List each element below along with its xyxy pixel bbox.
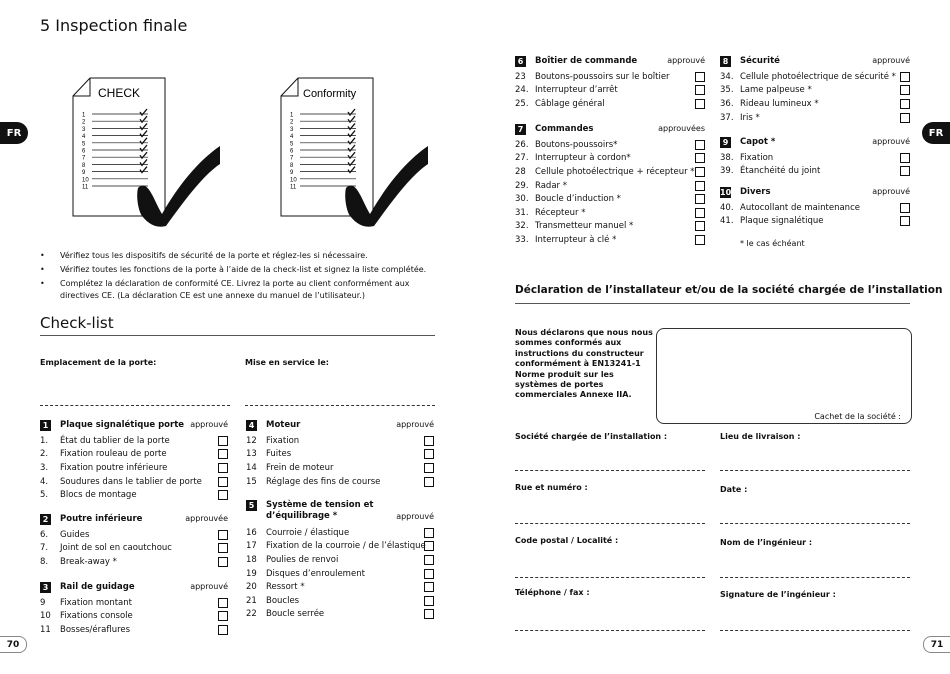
checklist-item-label: Fuites bbox=[266, 449, 292, 460]
checklist-item-number: 36. bbox=[720, 98, 734, 109]
approval-checkbox[interactable] bbox=[695, 140, 705, 150]
section-title: Plaque signalétique porte bbox=[60, 420, 185, 430]
section-bottom-beam bbox=[40, 514, 228, 569]
approval-checkbox[interactable] bbox=[424, 541, 434, 551]
section-header bbox=[720, 187, 910, 201]
checklist-item-number: 35. bbox=[720, 85, 734, 96]
section-header bbox=[246, 420, 434, 434]
divider bbox=[40, 335, 435, 336]
engineer-name-label: Nom de l’ingénieur : bbox=[720, 538, 813, 547]
page-number-left: 70 bbox=[0, 636, 27, 653]
checklist-item-label: Fixation poutre inférieure bbox=[60, 462, 168, 473]
checklist-item-number: 8. bbox=[40, 556, 49, 567]
street-label: Rue et numéro : bbox=[515, 483, 588, 492]
doc-line-number: 10 bbox=[290, 177, 297, 184]
checklist-item-label: Fixation bbox=[266, 435, 300, 446]
checklist-item-number: 39. bbox=[720, 166, 734, 177]
checklist-item-label: Bosses/éraflures bbox=[60, 624, 131, 635]
instruction-item: • Vérifiez toutes les fonctions de la porte à l’aide de la check-list et signez la liste complétée. bbox=[40, 264, 440, 275]
checklist-item bbox=[720, 201, 910, 215]
engineer-signature-field[interactable] bbox=[720, 630, 910, 631]
checklist-item bbox=[515, 152, 705, 166]
approval-checkbox[interactable] bbox=[900, 113, 910, 123]
checklist-item bbox=[40, 623, 228, 637]
approval-checkbox[interactable] bbox=[695, 167, 705, 177]
section-approval-label: approuvé bbox=[396, 420, 434, 429]
checklist-item bbox=[246, 434, 434, 448]
page-title: 5 Inspection finale bbox=[40, 16, 188, 35]
approval-checkbox[interactable] bbox=[900, 72, 910, 82]
approval-checkbox[interactable] bbox=[900, 216, 910, 226]
checklist-item-label: Autocollant de maintenance bbox=[740, 202, 860, 213]
checklist-item-number: 31. bbox=[515, 207, 529, 218]
approval-checkbox[interactable] bbox=[695, 153, 705, 163]
checklist-item-label: Boucle serrée bbox=[266, 609, 325, 620]
checklist-item bbox=[246, 540, 434, 554]
checklist-item bbox=[515, 165, 705, 179]
checklist-item-number: 24. bbox=[515, 85, 529, 96]
checklist-item-number: 4. bbox=[40, 476, 49, 487]
checklist-item-number: 15 bbox=[246, 476, 257, 487]
section-approval-label: approuvée bbox=[185, 514, 228, 523]
checklist-item-number: 13 bbox=[246, 449, 257, 460]
approval-checkbox[interactable] bbox=[900, 99, 910, 109]
checklist-item bbox=[40, 488, 228, 502]
approval-checkbox[interactable] bbox=[218, 436, 228, 446]
declaration-text: Nous déclarons que nous nous sommes conformés aux instructions du constructeur conformément à EN13241-1 Norme produit sur les systèmes de portes commerciales Annexe IIA. bbox=[515, 328, 653, 400]
approval-checkbox[interactable] bbox=[218, 490, 228, 500]
approval-checkbox[interactable] bbox=[900, 85, 910, 95]
section-number: 3 bbox=[40, 582, 51, 593]
checklist-item-number: 40. bbox=[720, 202, 734, 213]
checklist-item bbox=[40, 434, 228, 448]
checklist-item-label: Cellule photoélectrique + récepteur * bbox=[535, 166, 695, 177]
approval-checkbox[interactable] bbox=[900, 153, 910, 163]
section-header bbox=[40, 514, 228, 528]
declaration-title: Déclaration de l’installateur et/ou de la société chargée de l’installation bbox=[515, 284, 943, 296]
installer-company-label: Société chargée de l’installation : bbox=[515, 432, 668, 441]
section-number: 1 bbox=[40, 420, 51, 431]
checklist-item-label: Fixation montant bbox=[60, 597, 132, 608]
checklist-item bbox=[246, 608, 434, 622]
checklist-item-number: 41. bbox=[720, 216, 734, 227]
approval-checkbox[interactable] bbox=[424, 596, 434, 606]
section-approval-label: approuvé bbox=[190, 420, 228, 429]
checklist-document-illustration bbox=[70, 76, 220, 236]
doc-line-number: 7 bbox=[290, 155, 294, 162]
section-header bbox=[246, 500, 434, 526]
checklist-item bbox=[720, 70, 910, 84]
section-approval-label: approuvé bbox=[872, 56, 910, 65]
approval-checkbox[interactable] bbox=[424, 582, 434, 592]
instruction-item: • Complétez la déclaration de conformité CE. Livrez la porte au client conformément aux directives CE. (La déclaration CE est une annexe du manuel de l’utilisateur.) bbox=[40, 278, 440, 300]
approval-checkbox[interactable] bbox=[424, 463, 434, 473]
doc-line-number: 3 bbox=[82, 126, 86, 133]
section-number: 8 bbox=[720, 56, 731, 67]
checklist-item bbox=[515, 233, 705, 247]
checklist-item bbox=[515, 206, 705, 220]
checklist-item-number: 11 bbox=[40, 624, 51, 635]
checklist-item bbox=[515, 70, 705, 84]
checklist-item-label: Interrupteur à clé * bbox=[535, 234, 617, 245]
checklist-item-label: Joint de sol en caoutchouc bbox=[60, 543, 172, 554]
checklist-item-number: 37. bbox=[720, 112, 734, 123]
checklist-item-number: 5. bbox=[40, 490, 49, 501]
date-label: Date : bbox=[720, 485, 748, 494]
doc-line-number: 1 bbox=[82, 112, 86, 119]
section-title: Poutre inférieure bbox=[60, 514, 143, 524]
approval-checkbox[interactable] bbox=[218, 598, 228, 608]
checklist-item bbox=[515, 97, 705, 111]
doc-line-number: 7 bbox=[82, 155, 86, 162]
section-title: Rail de guidage bbox=[60, 582, 135, 592]
approval-checkbox[interactable] bbox=[695, 85, 705, 95]
doc-line-number: 4 bbox=[82, 134, 86, 141]
section-title: Moteur bbox=[266, 420, 301, 430]
checklist-item-label: Fixation rouleau de porte bbox=[60, 449, 167, 460]
checklist-item-number: 25. bbox=[515, 98, 529, 109]
section-control-box bbox=[515, 56, 705, 111]
checklist-item-label: Iris * bbox=[740, 112, 760, 123]
checklist-item bbox=[40, 610, 228, 624]
checklist-item-number: 18 bbox=[246, 554, 257, 565]
checklist-item-number: 6. bbox=[40, 529, 49, 540]
approval-checkbox[interactable] bbox=[424, 477, 434, 487]
approval-checkbox[interactable] bbox=[424, 569, 434, 579]
approval-checkbox[interactable] bbox=[218, 625, 228, 635]
page-number-right: 71 bbox=[923, 636, 950, 653]
checklist-item-number: 7. bbox=[40, 543, 49, 554]
checklist-item-label: Câblage général bbox=[535, 98, 605, 109]
checklist-item-number: 16 bbox=[246, 527, 257, 538]
approval-checkbox[interactable] bbox=[900, 203, 910, 213]
doc-line-number: 9 bbox=[82, 170, 86, 177]
checklist-item-label: Interrupteur à cordon* bbox=[535, 153, 631, 164]
section-approval-label: approuvé bbox=[872, 187, 910, 196]
doc-line-number: 5 bbox=[82, 141, 86, 148]
approval-checkbox[interactable] bbox=[218, 449, 228, 459]
section-approval-label: approuvé bbox=[190, 582, 228, 591]
checklist-item-label: Soudures dans le tablier de porte bbox=[60, 476, 202, 487]
checklist-item-label: Boucles bbox=[266, 595, 300, 606]
checklist-item-label: Guides bbox=[60, 529, 90, 540]
section-title: Commandes bbox=[535, 124, 594, 134]
section-header bbox=[40, 420, 228, 434]
section-title: Capot * bbox=[740, 137, 776, 147]
section-miscellaneous bbox=[720, 187, 910, 228]
checklist-item-label: Boutons-poussoirs sur le boîtier bbox=[535, 71, 670, 82]
section-title: Divers bbox=[740, 187, 771, 197]
section-header bbox=[515, 56, 705, 70]
checklist-item-number: 38. bbox=[720, 152, 734, 163]
approval-checkbox[interactable] bbox=[695, 235, 705, 245]
door-location-field[interactable] bbox=[40, 405, 230, 406]
checklist-item bbox=[246, 580, 434, 594]
checklist-item bbox=[515, 192, 705, 206]
approval-checkbox[interactable] bbox=[424, 609, 434, 619]
installer-company-field[interactable] bbox=[515, 470, 705, 471]
checklist-item bbox=[40, 542, 228, 556]
checklist-item-number: 33. bbox=[515, 234, 529, 245]
checklist-item bbox=[246, 553, 434, 567]
section-door-plate bbox=[40, 420, 228, 502]
section-number: 7 bbox=[515, 124, 526, 135]
approval-checkbox[interactable] bbox=[695, 194, 705, 204]
checklist-item-label: État du tablier de la porte bbox=[60, 435, 170, 446]
section-safety bbox=[720, 56, 910, 124]
instruction-item: • Vérifiez tous les dispositifs de sécurité de la porte et réglez-les si nécessaire. bbox=[40, 250, 440, 261]
section-header bbox=[720, 56, 910, 70]
street-field[interactable] bbox=[515, 523, 705, 524]
checklist-item-number: 28 bbox=[515, 166, 526, 177]
approval-checkbox[interactable] bbox=[218, 543, 228, 553]
doc-line-number: 6 bbox=[290, 148, 294, 155]
approval-checkbox[interactable] bbox=[900, 166, 910, 176]
checklist-item-label: Frein de moteur bbox=[266, 462, 334, 473]
checklist-item-label: Plaque signalétique bbox=[740, 216, 824, 227]
checklist-item-label: Réglage des fins de course bbox=[266, 476, 381, 487]
checklist-item-number: 20 bbox=[246, 582, 257, 593]
date-field[interactable] bbox=[720, 523, 910, 524]
checklist-item bbox=[720, 111, 910, 125]
section-number: 2 bbox=[40, 514, 51, 525]
checklist-item bbox=[515, 84, 705, 98]
approval-checkbox[interactable] bbox=[695, 208, 705, 218]
language-tab-right: FR bbox=[922, 122, 950, 144]
section-controls bbox=[515, 124, 705, 247]
checklist-item-label: Blocs de montage bbox=[60, 490, 137, 501]
checklist-item-number: 26. bbox=[515, 139, 529, 150]
checklist-item bbox=[720, 151, 910, 165]
section-cover bbox=[720, 137, 910, 178]
door-location-label: Emplacement de la porte: bbox=[40, 358, 157, 367]
checklist-item-label: Boucle d’induction * bbox=[535, 194, 621, 205]
doc-line-number: 8 bbox=[82, 162, 86, 169]
section-approval-label: approuvé bbox=[872, 137, 910, 146]
checklist-item-label: Fixations console bbox=[60, 611, 133, 622]
section-title: Sécurité bbox=[740, 56, 780, 66]
checklist-item bbox=[40, 555, 228, 569]
checklist-item bbox=[40, 528, 228, 542]
checklist-item bbox=[246, 461, 434, 475]
checklist-item-label: Courroie / élastique bbox=[266, 527, 350, 538]
doc-line-number: 11 bbox=[290, 184, 297, 191]
section-approval-label: approuvé bbox=[396, 512, 434, 521]
footnote: * le cas échéant bbox=[740, 239, 805, 248]
instruction-list bbox=[40, 250, 440, 304]
checklist-item bbox=[40, 596, 228, 610]
approval-checkbox[interactable] bbox=[218, 557, 228, 567]
section-guide-rail bbox=[40, 582, 228, 637]
checklist-item bbox=[246, 475, 434, 489]
approval-checkbox[interactable] bbox=[695, 72, 705, 82]
doc-line-number: 2 bbox=[290, 119, 294, 126]
section-header bbox=[40, 582, 228, 596]
section-header bbox=[720, 137, 910, 151]
doc-line-number: 2 bbox=[82, 119, 86, 126]
checklist-item-number: 2. bbox=[40, 449, 49, 460]
checklist-item-label: Récepteur * bbox=[535, 207, 586, 218]
checklist-item-label: Lame palpeuse * bbox=[740, 85, 812, 96]
engineer-name-field[interactable] bbox=[720, 577, 910, 578]
approval-checkbox[interactable] bbox=[424, 528, 434, 538]
doc-line-number: 8 bbox=[290, 162, 294, 169]
section-number: 4 bbox=[246, 420, 257, 431]
section-header bbox=[515, 124, 705, 138]
checklist-item-number: 1. bbox=[40, 435, 49, 446]
approval-checkbox[interactable] bbox=[695, 221, 705, 231]
phone-label: Téléphone / fax : bbox=[515, 588, 590, 597]
commissioning-date-label: Mise en service le: bbox=[245, 358, 329, 367]
checklist-item-label: Étanchéité du joint bbox=[740, 166, 821, 177]
postcode-label: Code postal / Localité : bbox=[515, 536, 619, 545]
doc-line-number: 6 bbox=[82, 148, 86, 155]
doc-line-number: 1 bbox=[290, 112, 294, 119]
company-stamp-box[interactable] bbox=[656, 328, 912, 424]
section-approval-label: approuvé bbox=[667, 56, 705, 65]
checklist-item-label: Rideau lumineux * bbox=[740, 98, 819, 109]
section-number: 10 bbox=[720, 188, 732, 197]
doc-label-conformity: Conformity bbox=[303, 88, 357, 100]
doc-line-number: 4 bbox=[290, 134, 294, 141]
checklist-item bbox=[720, 215, 910, 229]
commissioning-date-field[interactable] bbox=[245, 405, 435, 406]
checklist-item bbox=[720, 165, 910, 179]
section-number: 5 bbox=[246, 500, 257, 511]
approval-checkbox[interactable] bbox=[424, 449, 434, 459]
approval-checkbox[interactable] bbox=[218, 477, 228, 487]
checklist-item-label: Ressort * bbox=[266, 582, 305, 593]
checklist-item bbox=[515, 179, 705, 193]
section-title: Boîtier de commande bbox=[535, 56, 638, 66]
doc-label-check: CHECK bbox=[98, 86, 141, 100]
doc-line-number: 10 bbox=[82, 177, 89, 184]
approval-checkbox[interactable] bbox=[218, 463, 228, 473]
checklist-item-number: 10 bbox=[40, 611, 51, 622]
checklist-item-label: Fixation bbox=[740, 152, 774, 163]
approval-checkbox[interactable] bbox=[695, 99, 705, 109]
divider bbox=[515, 303, 910, 304]
checklist-item-number: 30. bbox=[515, 194, 529, 205]
checklist-item-number: 32. bbox=[515, 221, 529, 232]
approval-checkbox[interactable] bbox=[695, 181, 705, 191]
checklist-item-label: Interrupteur d’arrêt bbox=[535, 85, 618, 96]
approval-checkbox[interactable] bbox=[424, 555, 434, 565]
checklist-heading: Check-list bbox=[40, 314, 114, 332]
checklist-item-number: 23 bbox=[515, 71, 526, 82]
checklist-item bbox=[40, 461, 228, 475]
delivery-place-label: Lieu de livraison : bbox=[720, 432, 801, 441]
checklist-item-number: 3. bbox=[40, 462, 49, 473]
checklist-item-number: 9 bbox=[40, 597, 46, 608]
checklist-item bbox=[246, 526, 434, 540]
checklist-item-number: 12 bbox=[246, 435, 257, 446]
section-tension-system bbox=[246, 500, 434, 621]
doc-line-number: 11 bbox=[82, 184, 89, 191]
doc-line-number: 3 bbox=[290, 126, 294, 133]
checklist-item bbox=[246, 448, 434, 462]
checklist-item bbox=[515, 220, 705, 234]
checklist-item bbox=[720, 97, 910, 111]
section-number: 6 bbox=[515, 56, 526, 67]
checklist-item-label: Fixation de la courroie / de l’élastique bbox=[266, 541, 426, 552]
checklist-item bbox=[515, 138, 705, 152]
checklist-item-label: Break-away * bbox=[60, 556, 117, 567]
delivery-place-field[interactable] bbox=[720, 470, 910, 471]
section-approval-label: approuvées bbox=[658, 124, 705, 133]
section-motor bbox=[246, 420, 434, 488]
section-number: 9 bbox=[720, 137, 731, 148]
checklist-item-number: 22 bbox=[246, 609, 257, 620]
checklist-item bbox=[246, 567, 434, 581]
checklist-item-label: Disques d’enroulement bbox=[266, 568, 365, 579]
checklist-item bbox=[246, 594, 434, 608]
checklist-item bbox=[40, 475, 228, 489]
approval-checkbox[interactable] bbox=[424, 436, 434, 446]
phone-field[interactable] bbox=[515, 630, 705, 631]
language-tab-left: FR bbox=[0, 122, 28, 144]
approval-checkbox[interactable] bbox=[218, 530, 228, 540]
engineer-signature-label: Signature de l’ingénieur : bbox=[720, 590, 836, 599]
company-stamp-label: Cachet de la société : bbox=[814, 412, 901, 421]
doc-line-number: 9 bbox=[290, 170, 294, 177]
doc-line-number: 5 bbox=[290, 141, 294, 148]
checklist-item-number: 19 bbox=[246, 568, 257, 579]
checklist-item-number: 27. bbox=[515, 153, 529, 164]
postcode-field[interactable] bbox=[515, 577, 705, 578]
checklist-item-label: Cellule photoélectrique de sécurité * bbox=[740, 71, 896, 82]
checklist-item-number: 34. bbox=[720, 71, 734, 82]
section-title: Système de tension et d’équilibrage * bbox=[266, 500, 374, 522]
checklist-item bbox=[40, 448, 228, 462]
checklist-item-number: 17 bbox=[246, 541, 257, 552]
checklist-item-number: 29. bbox=[515, 180, 529, 191]
checklist-item-number: 14 bbox=[246, 462, 257, 473]
checklist-item-number: 21 bbox=[246, 595, 257, 606]
checklist-item bbox=[720, 84, 910, 98]
checklist-item-label: Transmetteur manuel * bbox=[535, 221, 634, 232]
checklist-item-label: Poulies de renvoi bbox=[266, 554, 339, 565]
approval-checkbox[interactable] bbox=[218, 611, 228, 621]
checklist-item-label: Boutons-poussoirs* bbox=[535, 139, 618, 150]
conformity-document-illustration bbox=[278, 76, 428, 236]
checklist-item-label: Radar * bbox=[535, 180, 567, 191]
